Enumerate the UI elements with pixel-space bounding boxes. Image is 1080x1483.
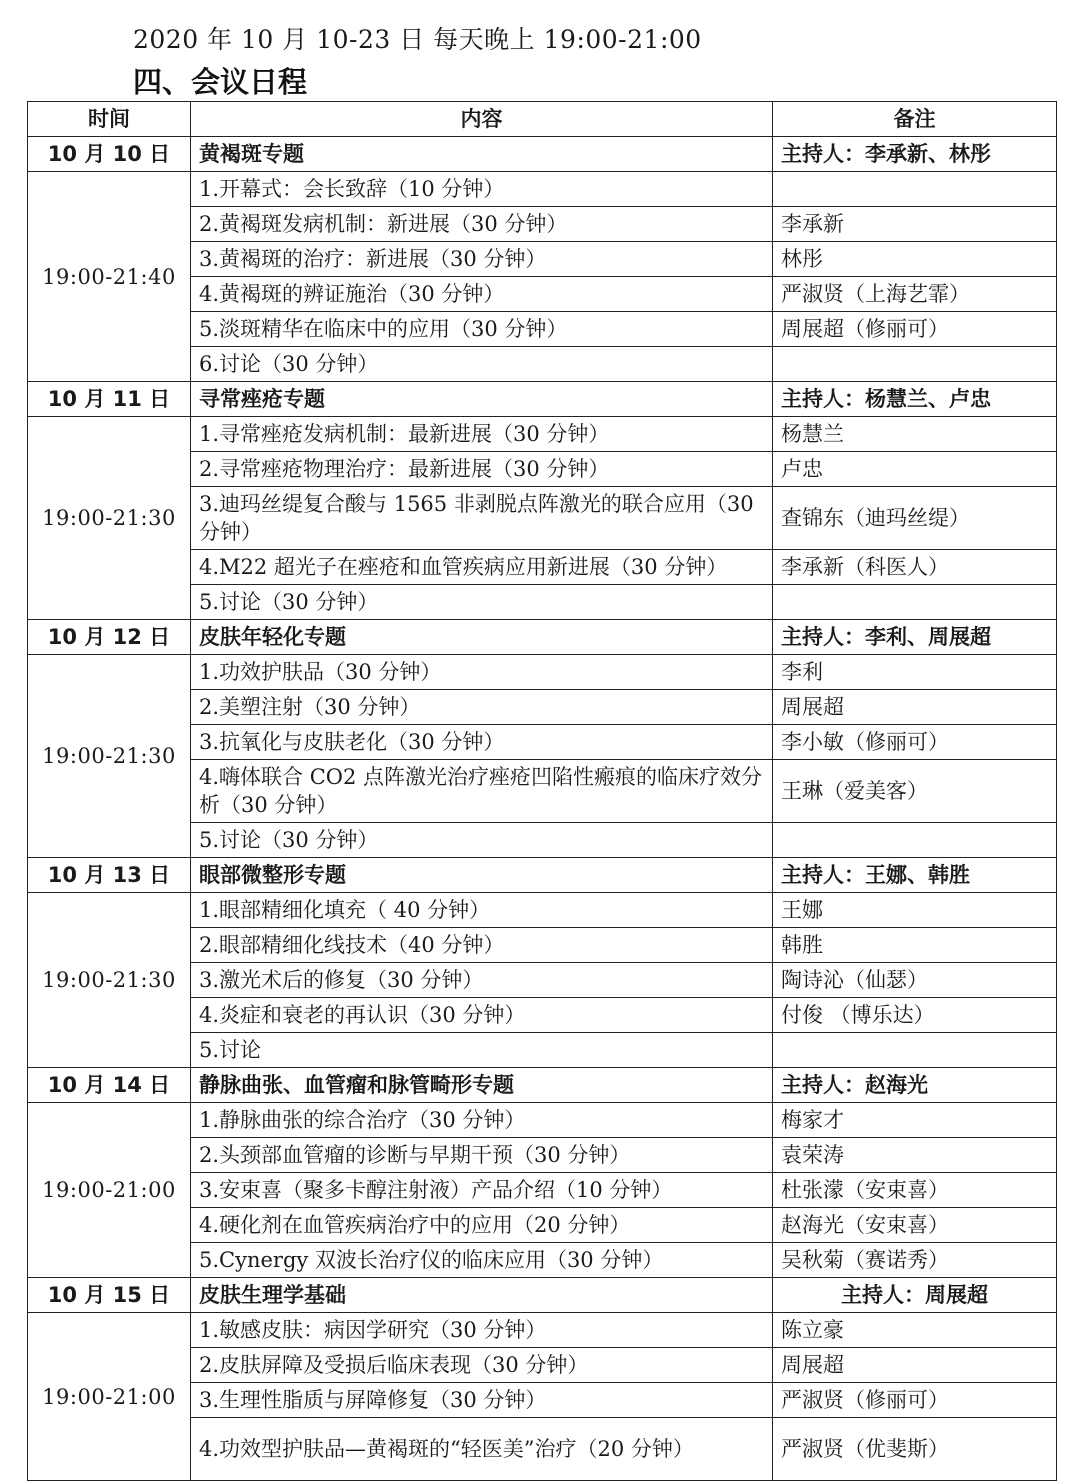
agenda-item: 4.嗨体联合 CO2 点阵激光治疗痤疮凹陷性瘢痕的临床疗效分析（30 分钟） — [191, 760, 773, 823]
session-block — [28, 382, 1057, 620]
column-header-content: 内容 — [191, 102, 773, 137]
session-header-row — [28, 858, 1057, 893]
agenda-item: 3.安束喜（聚多卡醇注射液）产品介绍（10 分钟） — [191, 1173, 773, 1208]
agenda-item: 2.寻常痤疮物理治疗：最新进展（30 分钟） — [191, 452, 773, 487]
speaker — [773, 1033, 1057, 1068]
agenda-item: 1.敏感皮肤：病因学研究（30 分钟） — [191, 1313, 773, 1348]
session-host: 主持人：王娜、韩胜 — [773, 858, 1057, 893]
speaker: 周展超 — [773, 1348, 1057, 1383]
agenda-item: 2.美塑注射（30 分钟） — [191, 690, 773, 725]
speaker: 付俊 （博乐达） — [773, 998, 1057, 1033]
session-host: 主持人：李承新、林彤 — [773, 137, 1057, 172]
session-topic: 黄褐斑专题 — [191, 137, 773, 172]
speaker: 李承新 — [773, 207, 1057, 242]
agenda-item: 5.淡斑精华在临床中的应用（30 分钟） — [191, 312, 773, 347]
agenda-row — [28, 1313, 1057, 1348]
agenda-item: 2.皮肤屏障及受损后临床表现（30 分钟） — [191, 1348, 773, 1383]
session-block — [28, 1068, 1057, 1278]
session-block — [28, 858, 1057, 1068]
session-header-row — [28, 137, 1057, 172]
agenda-item: 4.功效型护肤品—黄褐斑的“轻医美”治疗（20 分钟） — [191, 1418, 773, 1481]
speaker — [773, 585, 1057, 620]
agenda-item: 4.硬化剂在血管疾病治疗中的应用（20 分钟） — [191, 1208, 773, 1243]
agenda-item: 1.静脉曲张的综合治疗（30 分钟） — [191, 1103, 773, 1138]
speaker: 严淑贤（优斐斯） — [773, 1418, 1057, 1481]
session-header-row — [28, 1278, 1057, 1313]
speaker: 王琳（爱美客） — [773, 760, 1057, 823]
session-host: 主持人：周展超 — [773, 1278, 1057, 1313]
speaker: 周展超（修丽可） — [773, 312, 1057, 347]
session-time: 19:00-21:40 — [28, 172, 191, 382]
speaker: 查锦东（迪玛丝缇） — [773, 487, 1057, 550]
speaker: 林彤 — [773, 242, 1057, 277]
speaker: 严淑贤（修丽可） — [773, 1383, 1057, 1418]
agenda-item: 3.激光术后的修复（30 分钟） — [191, 963, 773, 998]
agenda-row — [28, 172, 1057, 207]
schedule-table — [27, 101, 1057, 1481]
schedule-subtitle: 2020 年 10 月 10-23 日 每天晚上 19:00-21:00 — [133, 25, 702, 54]
speaker: 吴秋菊（赛诺秀） — [773, 1243, 1057, 1278]
session-time: 19:00-21:00 — [28, 1103, 191, 1278]
session-date: 10 月 10 日 — [28, 137, 191, 172]
session-date: 10 月 15 日 — [28, 1278, 191, 1313]
speaker — [773, 347, 1057, 382]
session-time: 19:00-21:30 — [28, 893, 191, 1068]
speaker: 陈立豪 — [773, 1313, 1057, 1348]
session-topic: 皮肤生理学基础 — [191, 1278, 773, 1313]
agenda-item: 1.功效护肤品（30 分钟） — [191, 655, 773, 690]
speaker: 梅家才 — [773, 1103, 1057, 1138]
speaker: 严淑贤（上海艺霏） — [773, 277, 1057, 312]
agenda-item: 4.黄褐斑的辨证施治（30 分钟） — [191, 277, 773, 312]
section-heading: 四、会议日程 — [133, 65, 308, 99]
agenda-row — [28, 1103, 1057, 1138]
column-header-time: 时间 — [28, 102, 191, 137]
speaker: 陶诗沁（仙瑟） — [773, 963, 1057, 998]
session-header-row — [28, 1068, 1057, 1103]
session-block — [28, 620, 1057, 858]
session-block — [28, 1278, 1057, 1481]
agenda-item: 2.眼部精细化线技术（40 分钟） — [191, 928, 773, 963]
agenda-item: 2.黄褐斑发病机制：新进展（30 分钟） — [191, 207, 773, 242]
agenda-row — [28, 655, 1057, 690]
agenda-item: 1.眼部精细化填充（ 40 分钟） — [191, 893, 773, 928]
agenda-item: 3.抗氧化与皮肤老化（30 分钟） — [191, 725, 773, 760]
agenda-item: 4.炎症和衰老的再认识（30 分钟） — [191, 998, 773, 1033]
speaker: 杨慧兰 — [773, 417, 1057, 452]
agenda-item: 3.迪玛丝缇复合酸与 1565 非剥脱点阵激光的联合应用（30 分钟） — [191, 487, 773, 550]
speaker — [773, 172, 1057, 207]
agenda-item: 5.讨论（30 分钟） — [191, 585, 773, 620]
session-time: 19:00-21:00 — [28, 1313, 191, 1481]
agenda-item: 5.Cynergy 双波长治疗仪的临床应用（30 分钟） — [191, 1243, 773, 1278]
speaker: 王娜 — [773, 893, 1057, 928]
agenda-item: 5.讨论 — [191, 1033, 773, 1068]
agenda-item: 4.M22 超光子在痤疮和血管疾病应用新进展（30 分钟） — [191, 550, 773, 585]
agenda-item: 6.讨论（30 分钟） — [191, 347, 773, 382]
speaker: 赵海光（安束喜） — [773, 1208, 1057, 1243]
agenda-item: 3.黄褐斑的治疗：新进展（30 分钟） — [191, 242, 773, 277]
agenda-item: 2.头颈部血管瘤的诊断与早期干预（30 分钟） — [191, 1138, 773, 1173]
session-header-row — [28, 382, 1057, 417]
session-time: 19:00-21:30 — [28, 417, 191, 620]
agenda-item: 5.讨论（30 分钟） — [191, 823, 773, 858]
agenda-item: 1.寻常痤疮发病机制：最新进展（30 分钟） — [191, 417, 773, 452]
session-block — [28, 137, 1057, 382]
speaker: 卢忠 — [773, 452, 1057, 487]
session-topic: 皮肤年轻化专题 — [191, 620, 773, 655]
session-topic: 静脉曲张、血管瘤和脉管畸形专题 — [191, 1068, 773, 1103]
speaker — [773, 823, 1057, 858]
column-header-note: 备注 — [773, 102, 1057, 137]
session-date: 10 月 13 日 — [28, 858, 191, 893]
session-host: 主持人：赵海光 — [773, 1068, 1057, 1103]
speaker: 李承新（科医人） — [773, 550, 1057, 585]
session-date: 10 月 11 日 — [28, 382, 191, 417]
table-header-row — [28, 102, 1057, 137]
speaker: 周展超 — [773, 690, 1057, 725]
session-topic: 眼部微整形专题 — [191, 858, 773, 893]
agenda-row — [28, 417, 1057, 452]
speaker: 李利 — [773, 655, 1057, 690]
session-time: 19:00-21:30 — [28, 655, 191, 858]
agenda-item: 1.开幕式：会长致辞（10 分钟） — [191, 172, 773, 207]
session-date: 10 月 14 日 — [28, 1068, 191, 1103]
session-topic: 寻常痤疮专题 — [191, 382, 773, 417]
speaker: 韩胜 — [773, 928, 1057, 963]
session-host: 主持人：李利、周展超 — [773, 620, 1057, 655]
speaker: 李小敏（修丽可） — [773, 725, 1057, 760]
agenda-row — [28, 893, 1057, 928]
session-date: 10 月 12 日 — [28, 620, 191, 655]
session-header-row — [28, 620, 1057, 655]
speaker: 袁荣涛 — [773, 1138, 1057, 1173]
speaker: 杜张濛（安束喜） — [773, 1173, 1057, 1208]
agenda-item: 3.生理性脂质与屏障修复（30 分钟） — [191, 1383, 773, 1418]
session-host: 主持人：杨慧兰、卢忠 — [773, 382, 1057, 417]
